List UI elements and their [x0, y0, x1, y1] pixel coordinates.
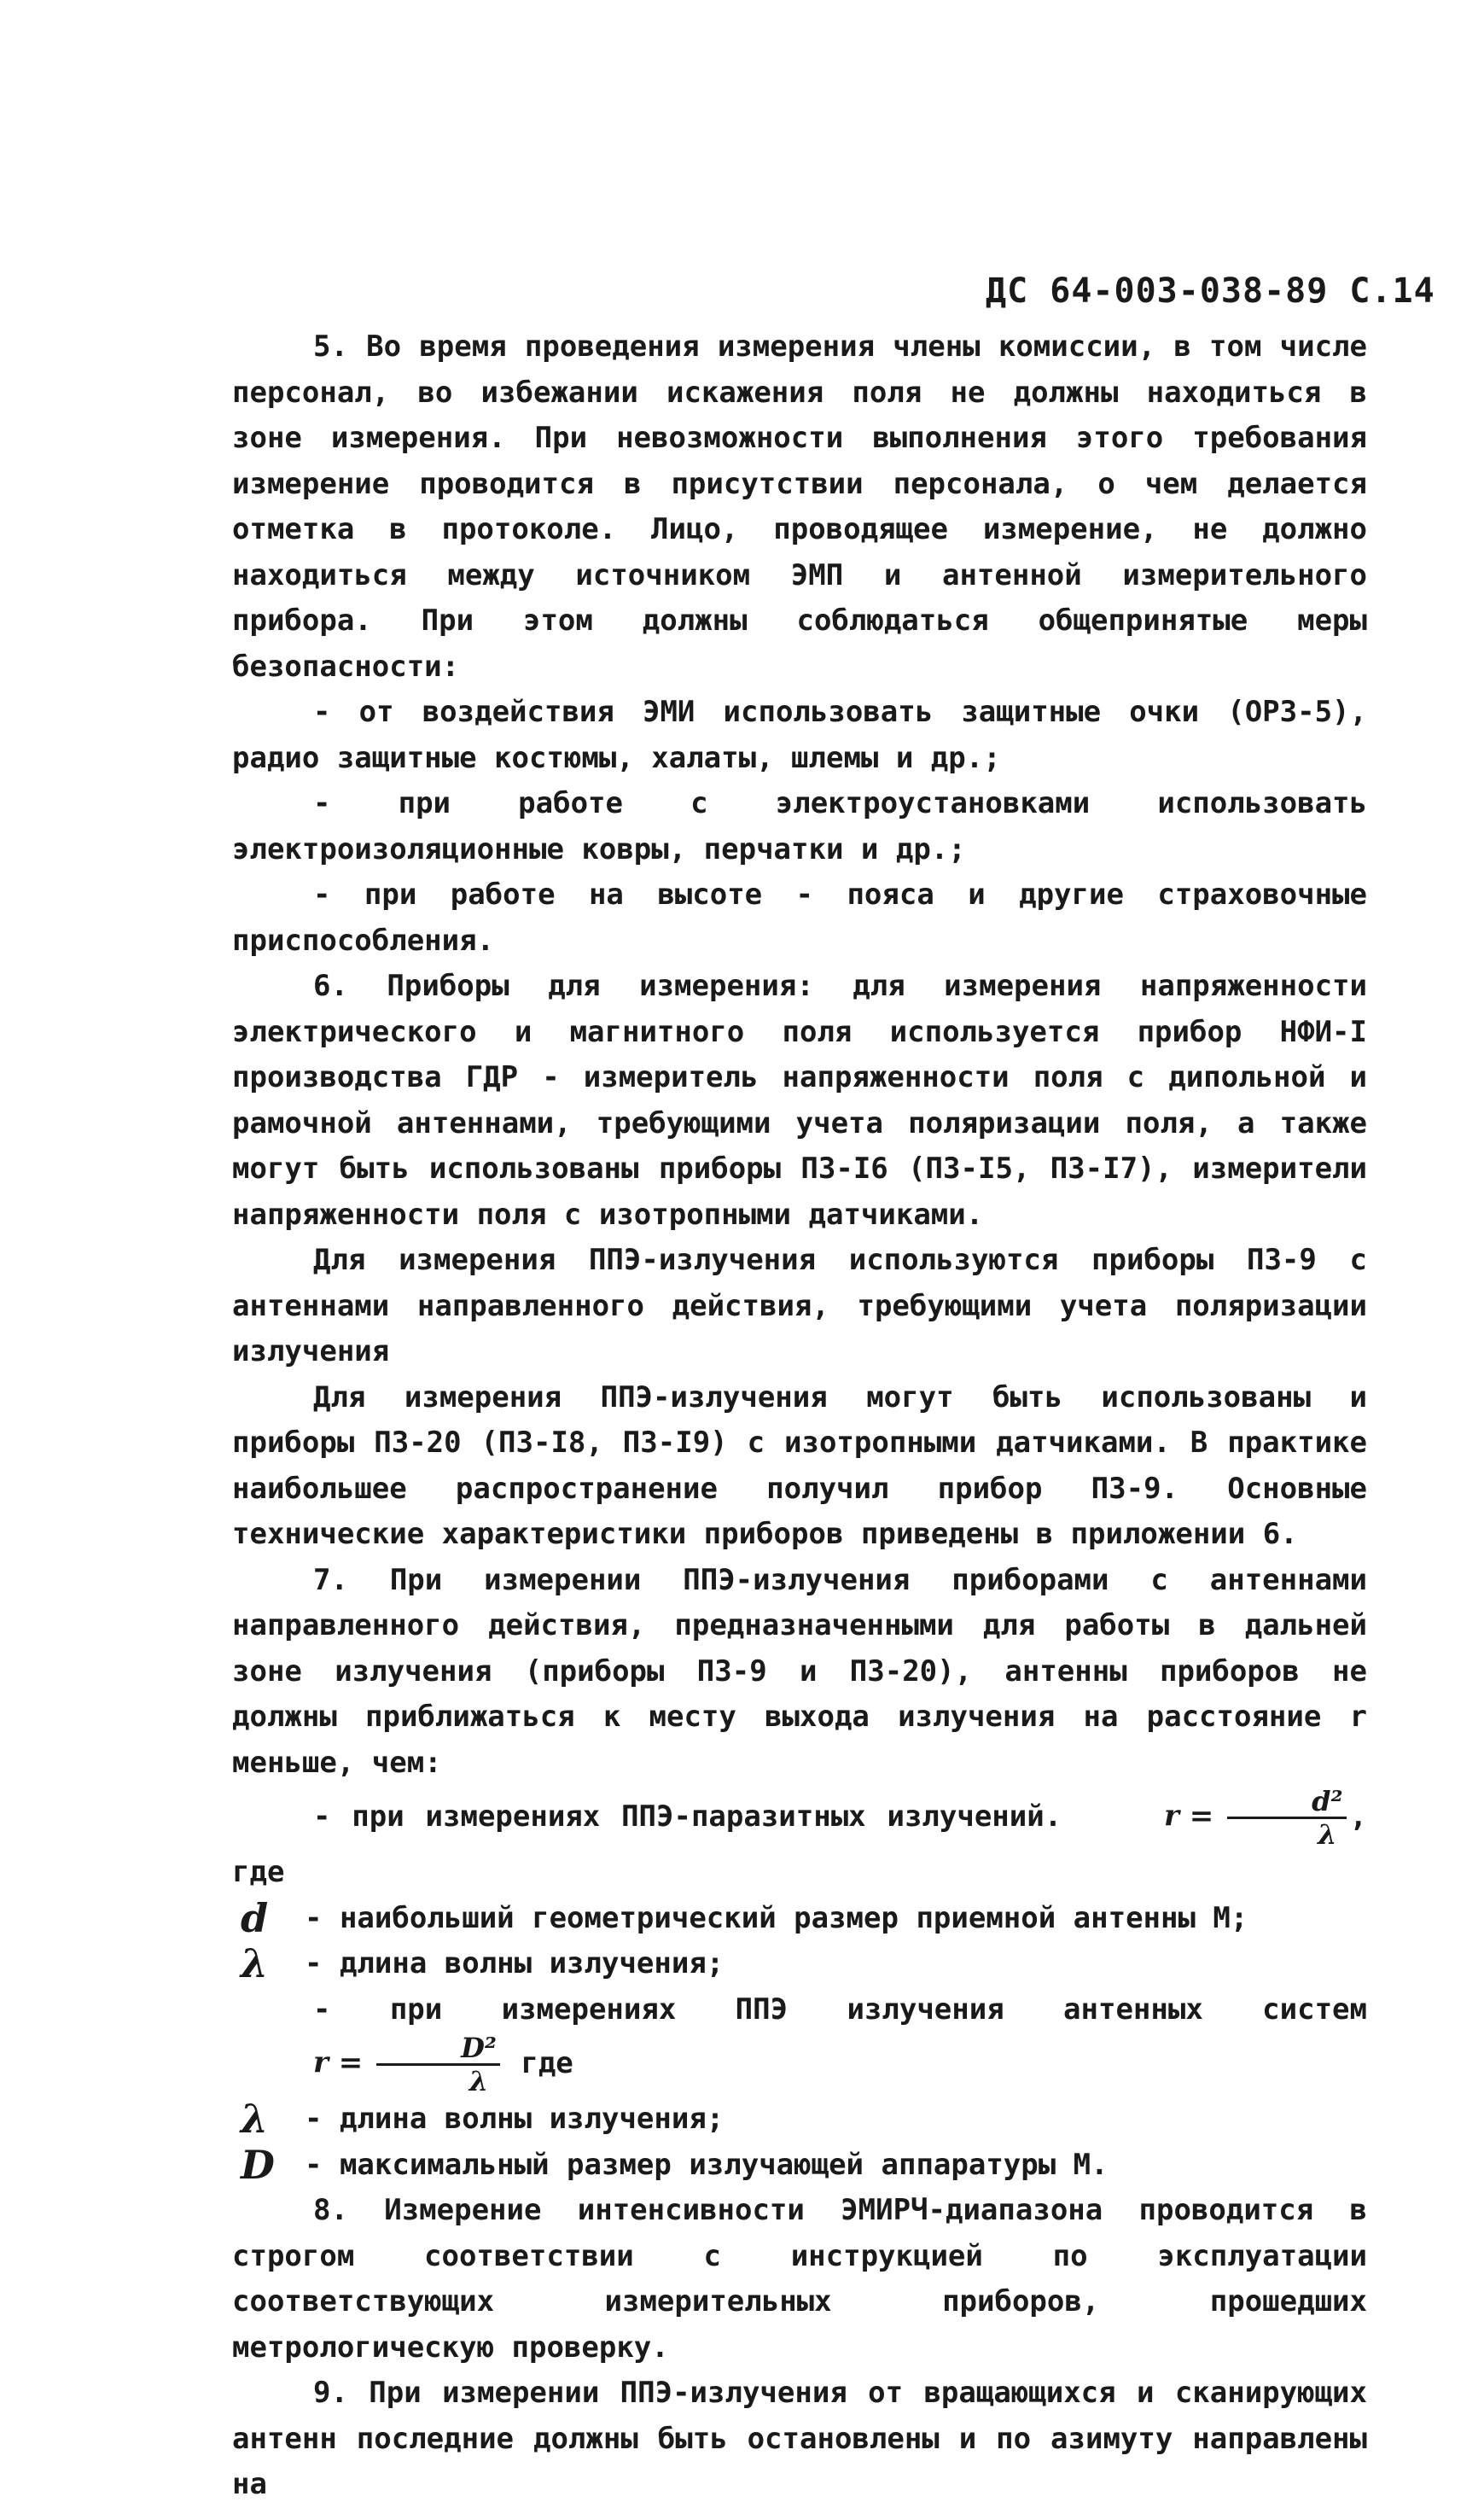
paragraph-7-antenna-tail: где [521, 2046, 573, 2080]
paragraph-9: 9. При измерении ППЭ-излучения от вращающихся и сканирующих антенн последние должны быть остановлены и по азимуту направлены на [232, 2376, 1367, 2501]
formula-parasitic-numerator: d² [1227, 1786, 1346, 1819]
definition-row [232, 2143, 1367, 2189]
formula-antenna-lhs: r = [313, 2045, 364, 2080]
paragraph-5: 5. Во время проведения измерения члены комиссии, в том числе персонал, во избежании искажения поля не должны находиться в зоне измерения. При невозможности выполнения этого требования измерение проводится в присутствии персонала, о чем делается отметка в протоколе. Лицо, проводящее измерение, не должно находиться между источником ЭМП и антенной измерительного прибора. При этом должны соблюдаться общепринятые меры безопасности: [232, 330, 1367, 684]
paragraph-6-isotropic: Для измерения ППЭ-излучения могут быть использованы и приборы П3-20 (П3-I8, П3-I9) с изотропными датчиками. В практике наибольшее распространение получил прибор П3-9. Основные технические характеристики приборов приведены в приложении 6. [232, 1379, 1367, 1551]
formula-antenna-denominator: λ [468, 2065, 489, 2097]
paragraph-7-parasitic-tail: , где [232, 1799, 1367, 1889]
definition-text: - наибольший геометрический размер приемной антенны М; [305, 1900, 1248, 1935]
formula-parasitic-denominator: λ [1318, 1818, 1337, 1851]
document-body [232, 324, 1367, 2508]
document-code-header: ДС 64-003-038-89 С.14 [986, 271, 1435, 311]
paragraph-5-item-height: - при работе на высоте - пояса и другие страховочные приспособления. [232, 878, 1367, 958]
paragraph-7-antenna-text: - при измерениях ППЭ излучения антенных систем [313, 1992, 1367, 2027]
paragraph-6-directional: Для измерения ППЭ-излучения используются приборы П3-9 с антеннами направленного действия, требующими учета поляризации излучения [232, 1243, 1367, 1368]
definition-text: - длина волны излучения; [305, 1946, 725, 1980]
paragraph-8: 8. Измерение интенсивности ЭМИРЧ-диапазона проводится в строгом соответствии с инструкцией по эксплуатации соответствующих измерительных приборов, прошедших метрологическую проверку. [232, 2193, 1367, 2365]
formula-antenna-fraction [376, 2033, 500, 2097]
definition-row [232, 1941, 1367, 1987]
definition-symbol: d [241, 1894, 269, 1941]
definition-row [232, 1896, 1367, 1942]
definition-symbol: λ [241, 2096, 269, 2142]
formula-parasitic-fraction [1227, 1786, 1346, 1850]
formula-parasitic-lhs: r = [1164, 1799, 1214, 1834]
paragraph-7-antenna-systems [232, 1987, 1367, 2097]
definition-symbol: D [241, 2141, 275, 2188]
paragraph-5-item-eye-protection: - от воздействия ЭМИ использовать защитные очки (ОРЗ-5), радио защитные костюмы, халаты, шлемы и др.; [232, 695, 1367, 775]
paragraph-7: 7. При измерении ППЭ-излучения приборами с антеннами направленного действия, предназначенными для работы в дальней зоне излучения (приборы П3-9 и П3-20), антенны приборов не должны приближаться к месту выхода излучения на расстояние r меньше, чем: [232, 1562, 1367, 1780]
definition-text: - максимальный размер излучающей аппаратуры М. [305, 2147, 1109, 2182]
paragraph-7-parasitic [232, 1786, 1367, 1896]
definition-row [232, 2097, 1367, 2143]
formula-parasitic [1083, 1786, 1349, 1850]
definition-symbol: λ [241, 1940, 269, 1986]
formula-antenna [232, 2033, 503, 2097]
paragraph-6: 6. Приборы для измерения: для измерения напряженности электрического и магнитного поля используется прибор НФИ-I производства ГДР - измеритель напряженности поля с дипольной и рамочной антеннами, требующими учета поляризации поля, а также могут быть использованы приборы П3-I6 (П3-I5, П3-I7), измерители напряженности поля с изотропными датчиками. [232, 969, 1367, 1232]
paragraph-5-item-electrical: - при работе с электроустановками использовать электроизоляционные ковры, перчатки и др.; [232, 786, 1367, 866]
paragraph-7-parasitic-text: - при измерениях ППЭ-паразитных излучений. [313, 1799, 1062, 1834]
formula-antenna-numerator: D² [376, 2033, 500, 2066]
definition-text: - длина волны излучения; [305, 2102, 725, 2136]
